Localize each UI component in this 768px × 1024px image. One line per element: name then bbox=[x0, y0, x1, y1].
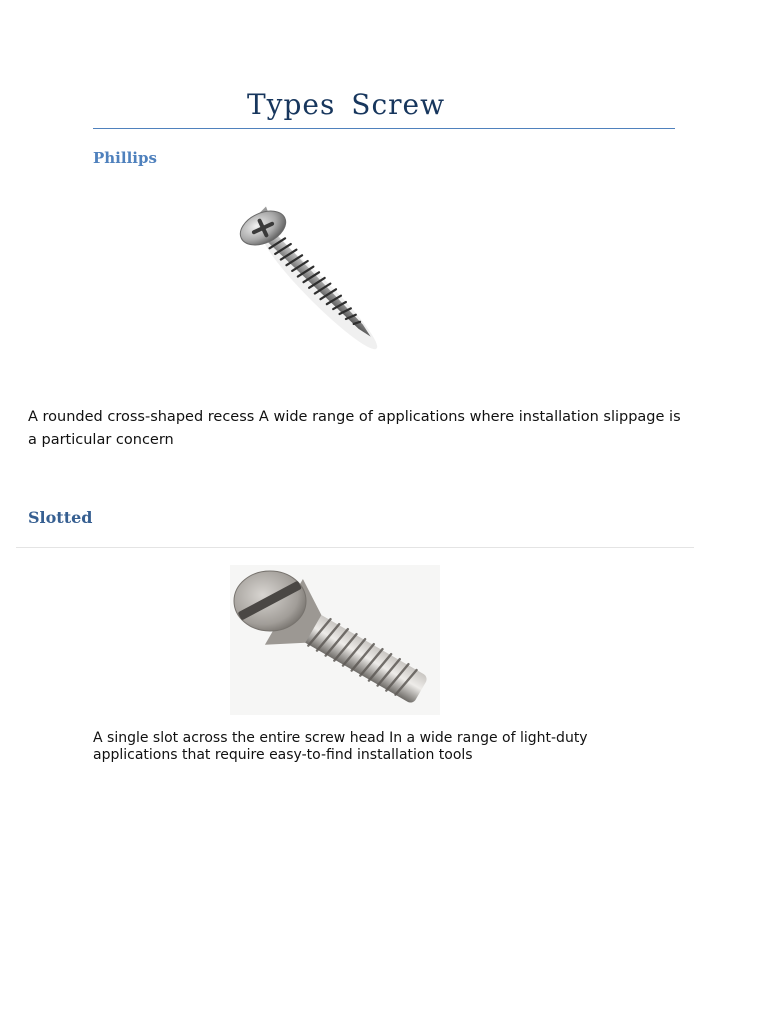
phillips-screw-icon bbox=[228, 200, 398, 365]
slotted-description: A single slot across the entire screw head In a wide range of light-duty applications that require easy-to-find installation tools bbox=[93, 730, 588, 763]
section-divider bbox=[16, 547, 694, 548]
page-title: Types Screw bbox=[247, 88, 446, 121]
section-heading-phillips: Phillips bbox=[93, 149, 157, 167]
title-underline bbox=[93, 128, 675, 129]
section-heading-slotted: Slotted bbox=[28, 508, 93, 527]
slotted-screw-icon bbox=[230, 565, 440, 715]
phillips-description: A rounded cross-shaped recess A wide range of applications where installation slippage is a particular concern bbox=[28, 409, 681, 448]
